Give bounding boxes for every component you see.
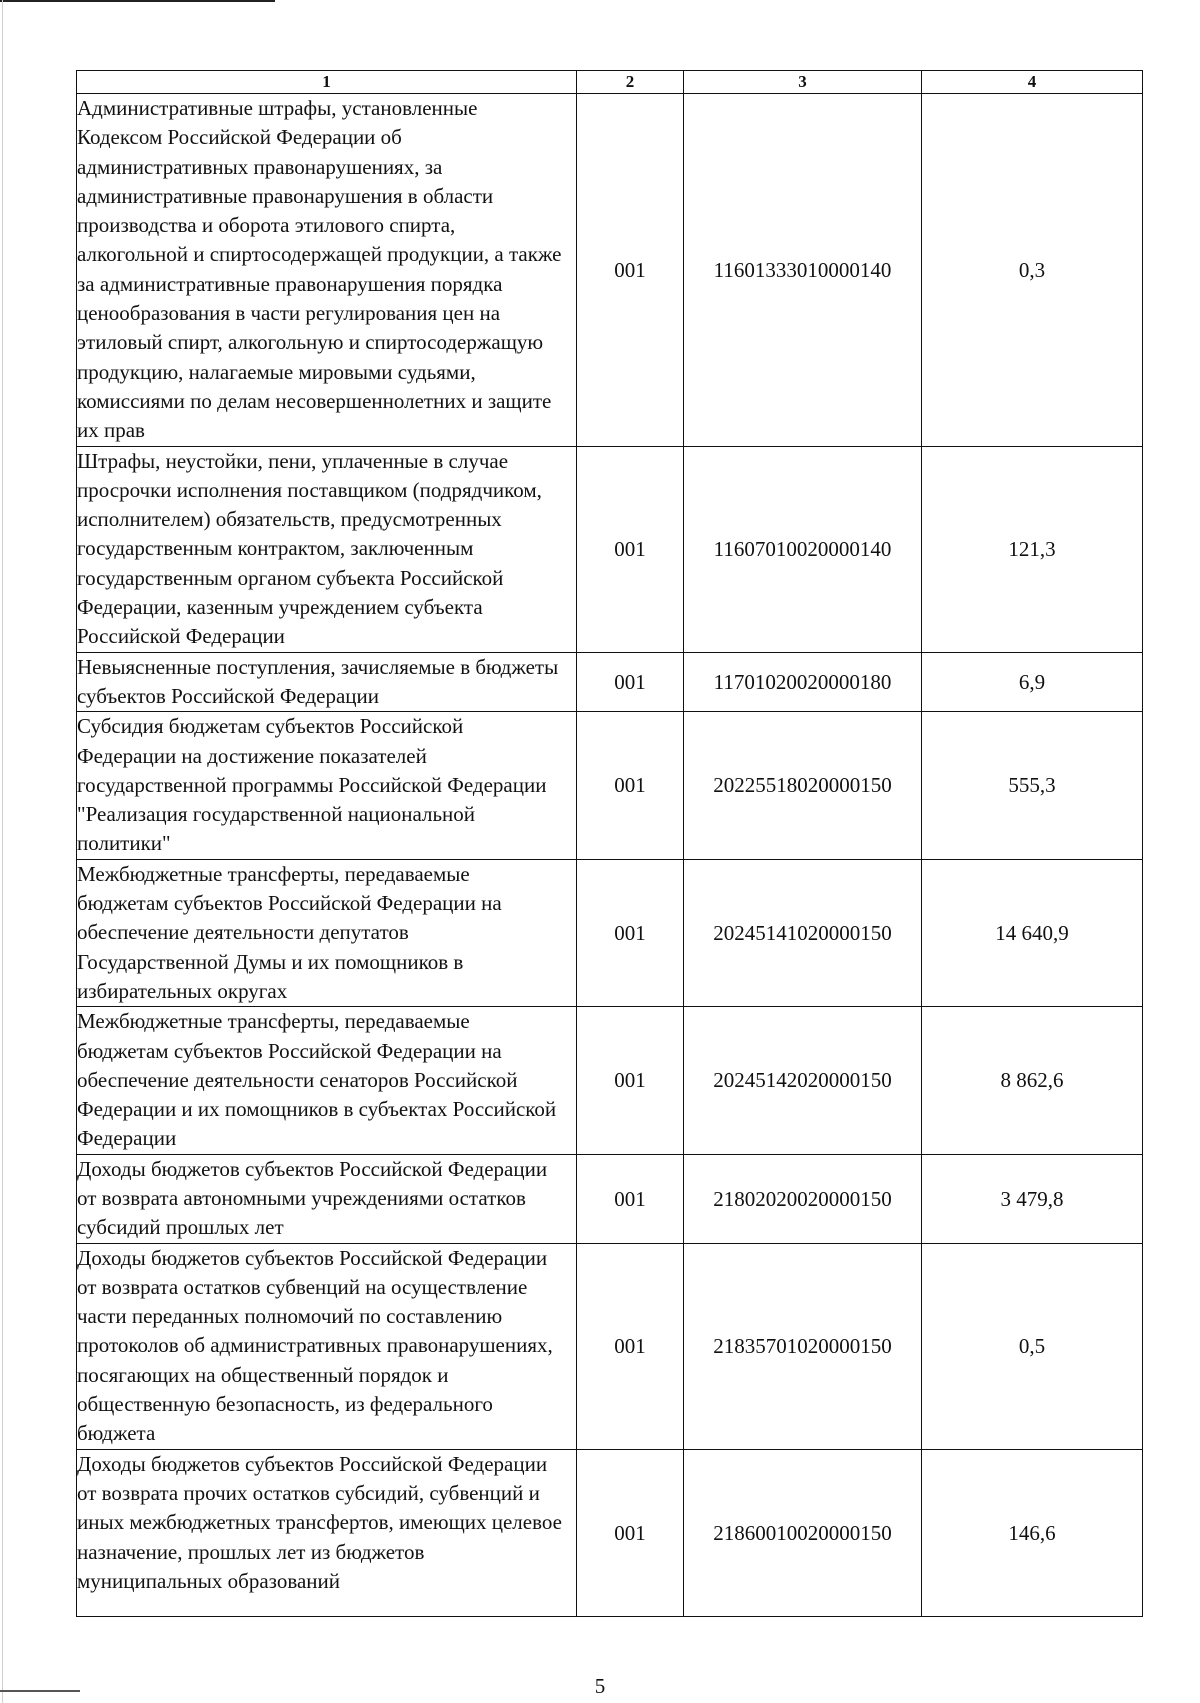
admin-code: 001 xyxy=(577,652,684,712)
budget-classification-code: 11601333010000140 xyxy=(684,94,922,447)
revenue-name: Доходы бюджетов субъектов Российской Федерации от возврата прочих остатков субсидий, субвенций и иных межбюджетных трансфертов, имеющих целевое назначение, прошлых лет из бюджетов муниципальных образований xyxy=(77,1449,577,1616)
table-row xyxy=(77,446,1143,652)
revenue-name: Межбюджетные трансферты, передаваемые бюджетам субъектов Российской Федерации на обеспечение деятельности сенаторов Российской Федерации и их помощников в субъектах Российской Федерации xyxy=(77,1007,577,1154)
amount: 3 479,8 xyxy=(922,1154,1143,1243)
table-row xyxy=(77,712,1143,859)
admin-code: 001 xyxy=(577,859,684,1006)
table-row xyxy=(77,1007,1143,1154)
budget-classification-code: 20225518020000150 xyxy=(684,712,922,859)
column-number-1: 1 xyxy=(77,71,577,94)
budget-classification-code: 21835701020000150 xyxy=(684,1243,922,1449)
amount: 6,9 xyxy=(922,652,1143,712)
table-row xyxy=(77,859,1143,1006)
admin-code: 001 xyxy=(577,712,684,859)
column-number-3: 3 xyxy=(684,71,922,94)
amount: 121,3 xyxy=(922,446,1143,652)
column-number-2: 2 xyxy=(577,71,684,94)
scan-left-edge xyxy=(2,0,3,1703)
admin-code: 001 xyxy=(577,1449,684,1616)
revenue-name: Штрафы, неустойки, пени, уплаченные в случае просрочки исполнения поставщиком (подрядчиком, исполнителем) обязательств, предусмотренных государственным контрактом, заключенным государственным органом субъекта Российской Федерации, казенным учреждением субъекта Российской Федерации xyxy=(77,446,577,652)
revenue-name: Административные штрафы, установленные Кодексом Российской Федерации об административных правонарушениях, за административные правонарушения в области производства и оборота этилового спирта, алкогольной и спиртосодержащей продукции, а также за административные правонарушения порядка ценообразования в части регулирования цен на этиловый спирт, алкогольную и спиртосодержащую продукцию, налагаемые мировыми судьями, комиссиями по делам несовершеннолетних и защите их прав xyxy=(77,94,577,447)
revenue-table xyxy=(76,70,1143,1617)
table-row xyxy=(77,1243,1143,1449)
scan-top-rule xyxy=(0,0,275,2)
budget-classification-code: 20245142020000150 xyxy=(684,1007,922,1154)
column-number-row xyxy=(77,71,1143,94)
budget-classification-code: 20245141020000150 xyxy=(684,859,922,1006)
revenue-name: Доходы бюджетов субъектов Российской Федерации от возврата автономными учреждениями остатков субсидий прошлых лет xyxy=(77,1154,577,1243)
amount: 146,6 xyxy=(922,1449,1143,1616)
revenue-name: Доходы бюджетов субъектов Российской Федерации от возврата остатков субвенций на осуществление части переданных полномочий по составлению протоколов об административных правонарушениях, посягающих на общественный порядок и общественную безопасность, из федерального бюджета xyxy=(77,1243,577,1449)
amount: 0,3 xyxy=(922,94,1143,447)
budget-classification-code: 11701020020000180 xyxy=(684,652,922,712)
revenue-name: Межбюджетные трансферты, передаваемые бюджетам субъектов Российской Федерации на обеспечение деятельности депутатов Государственной Думы и их помощников в избирательных округах xyxy=(77,859,577,1006)
amount: 8 862,6 xyxy=(922,1007,1143,1154)
table-row xyxy=(77,94,1143,447)
page-number: 5 xyxy=(594,1674,606,1698)
admin-code: 001 xyxy=(577,1154,684,1243)
admin-code: 001 xyxy=(577,446,684,652)
admin-code: 001 xyxy=(577,94,684,447)
table-row xyxy=(77,1449,1143,1616)
table-row xyxy=(77,1154,1143,1243)
budget-classification-code: 11607010020000140 xyxy=(684,446,922,652)
revenue-name: Невыясненные поступления, зачисляемые в бюджеты субъектов Российской Федерации xyxy=(77,652,577,712)
amount: 14 640,9 xyxy=(922,859,1143,1006)
column-number-4: 4 xyxy=(922,71,1143,94)
budget-classification-code: 21802020020000150 xyxy=(684,1154,922,1243)
amount: 0,5 xyxy=(922,1243,1143,1449)
admin-code: 001 xyxy=(577,1007,684,1154)
amount: 555,3 xyxy=(922,712,1143,859)
table-row xyxy=(77,652,1143,712)
revenue-name: Субсидия бюджетам субъектов Российской Федерации на достижение показателей государственной программы Российской Федерации "Реализация государственной национальной политики" xyxy=(77,712,577,859)
admin-code: 001 xyxy=(577,1243,684,1449)
budget-classification-code: 21860010020000150 xyxy=(684,1449,922,1616)
